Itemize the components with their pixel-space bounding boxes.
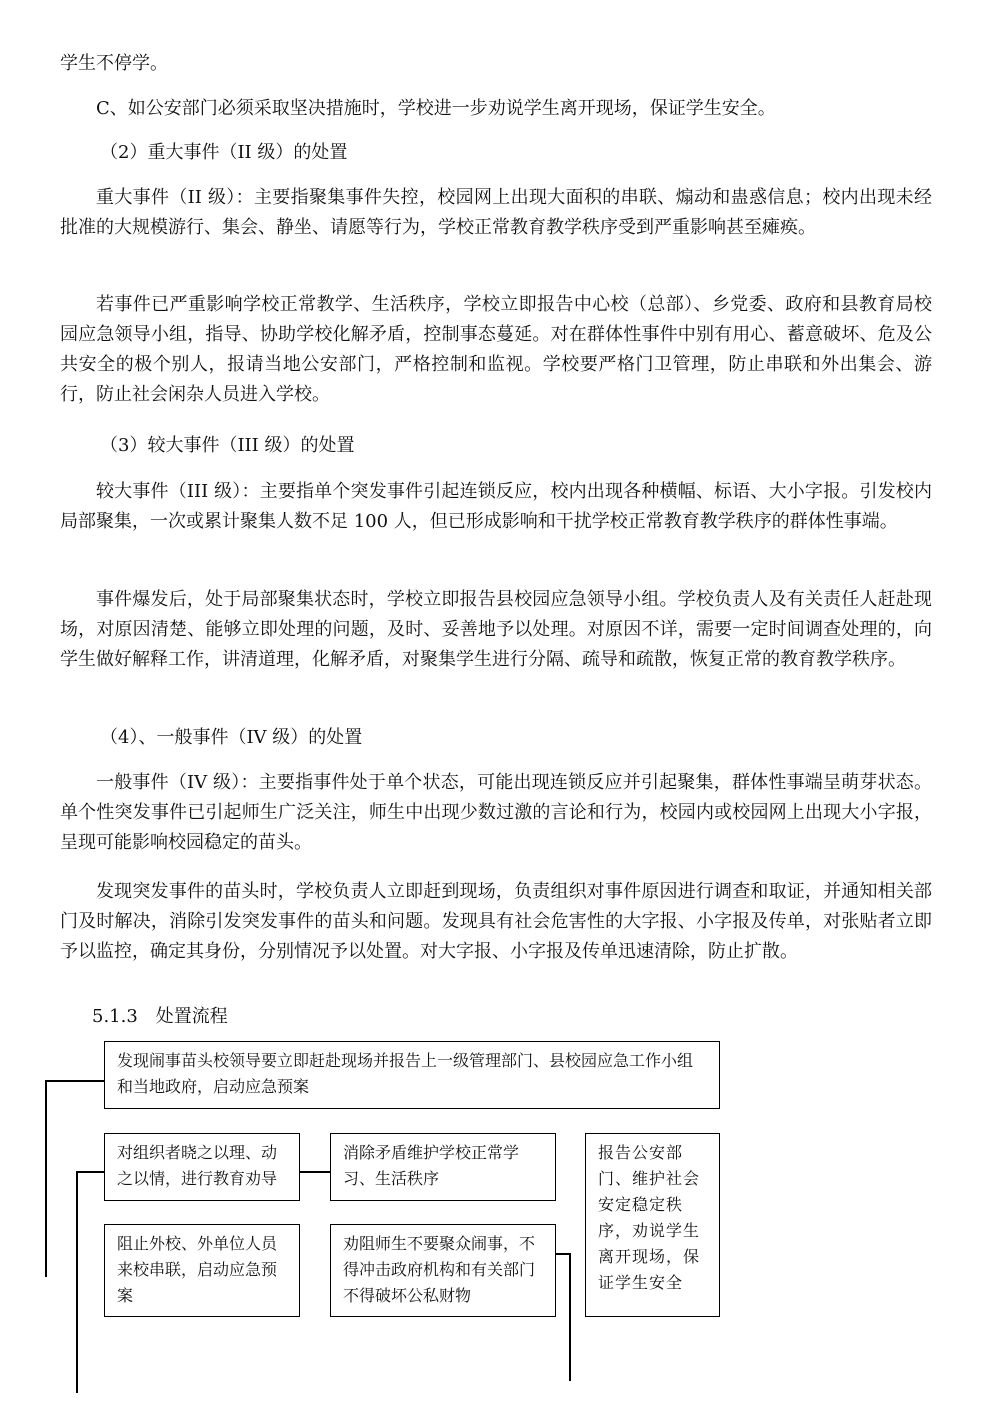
connector-inner-left-vertical xyxy=(76,1171,78,1393)
section-heading-procedure: 5.1.3 处置流程 xyxy=(92,1006,228,1027)
flow-box-restore-order: 消除矛盾维护学校正常学习、生活秩序 xyxy=(330,1133,556,1201)
paragraph-continuation: 学生不停学。 xyxy=(60,53,168,74)
connector-right-vertical xyxy=(569,1253,571,1381)
paragraph-level-iii-definition: 较大事件（III 级）：主要指单个突发事件引起连锁反应，校内出现各种横幅、标语、大小字报。引发校内局部聚集，一次或累计聚集人数不足 100 人，但已形成影响和干扰学校正常教育教学秩序的群体性事端。 xyxy=(60,481,932,532)
paragraph-level-iii-response: 事件爆发后，处于局部聚集状态时，学校立即报告县校园应急领导小组。学校负责人及有关责任人赶赴现场，对原因清楚、能够立即处理的问题，及时、妥善地予以处理。对原因不详，需要一定时间调查处理的，向学生做好解释工作，讲清道理，化解矛盾，对聚集学生进行分隔、疏导和疏散，恢复正常的教育教学秩序。 xyxy=(60,589,932,670)
paragraph-level-iv-definition: 一般事件（IV 级）：主要指事件处于单个状态，可能出现连锁反应并引起聚集，群体性事端呈萌芽状态。单个性突发事件已引起师生广泛关注，师生中出现少数过激的言论和行为，校园内或校园网上出现大小字报，呈现可能影响校园稳定的苗头。 xyxy=(60,772,932,853)
connector-row1-left xyxy=(76,1171,105,1173)
flow-box-dissuade-gathering: 劝阻师生不要聚众闹事，不得冲击政府机构和有关部门不得破坏公私财物 xyxy=(330,1224,556,1317)
flow-box-block-outsiders: 阻止外校、外单位人员来校串联，启动应急预案 xyxy=(104,1224,300,1317)
flow-box-report-police: 报告公安部门、维护社会安定稳定秩序，劝说学生离开现场，保证学生安全 xyxy=(585,1133,720,1317)
connector-left-vertical xyxy=(45,1080,47,1277)
paragraph-level-ii-definition: 重大事件（II 级）：主要指聚集事件失控，校园网上出现大面积的串联、煽动和蛊惑信息；校内出现未经批准的大规模游行、集会、静坐、请愿等行为，学校正常教育教学秩序受到严重影响甚至瘫痪。 xyxy=(60,187,932,238)
paragraph-level-iv-response: 发现突发事件的苗头时，学校负责人立即赶到现场，负责组织对事件原因进行调查和取证，并通知相关部门及时解决，消除引发突发事件的苗头和问题。发现具有社会危害性的大字报、小字报及传单，对张贴者立即予以监控，确定其身份，分别情况予以处置。对大字报、小字报及传单迅速清除，防止扩散。 xyxy=(60,881,932,962)
heading-level-iii: （3）较大事件（III 级）的处置 xyxy=(100,435,355,456)
flow-box-persuade-organizers: 对组织者晓之以理、动之以情，进行教育劝导 xyxy=(104,1133,300,1201)
flow-box-top: 发现闹事苗头校领导要立即赶赴现场并报告上一级管理部门、县校园应急工作小组和当地政府，启动应急预案 xyxy=(104,1041,720,1109)
connector-top-left xyxy=(45,1080,105,1082)
heading-level-iv: （4）、一般事件（IV 级）的处置 xyxy=(100,727,363,748)
connector-row1-middle xyxy=(300,1171,330,1173)
heading-level-ii: （2）重大事件（II 级）的处置 xyxy=(100,142,348,163)
paragraph-police-measures: C、如公安部门必须采取坚决措施时，学校进一步劝说学生离开现场，保证学生安全。 xyxy=(96,98,776,119)
connector-row2-right xyxy=(556,1253,570,1255)
paragraph-level-ii-response: 若事件已严重影响学校正常教学、生活秩序，学校立即报告中心校（总部）、乡党委、政府和县教育局校园应急领导小组，指导、协助学校化解矛盾，控制事态蔓延。对在群体性事件中别有用心、蓄意破坏、危及公共安全的极个别人，报请当地公安部门，严格控制和监视。学校要严格门卫管理，防止串联和外出集会、游行，防止社会闲杂人员进入学校。 xyxy=(60,294,932,405)
